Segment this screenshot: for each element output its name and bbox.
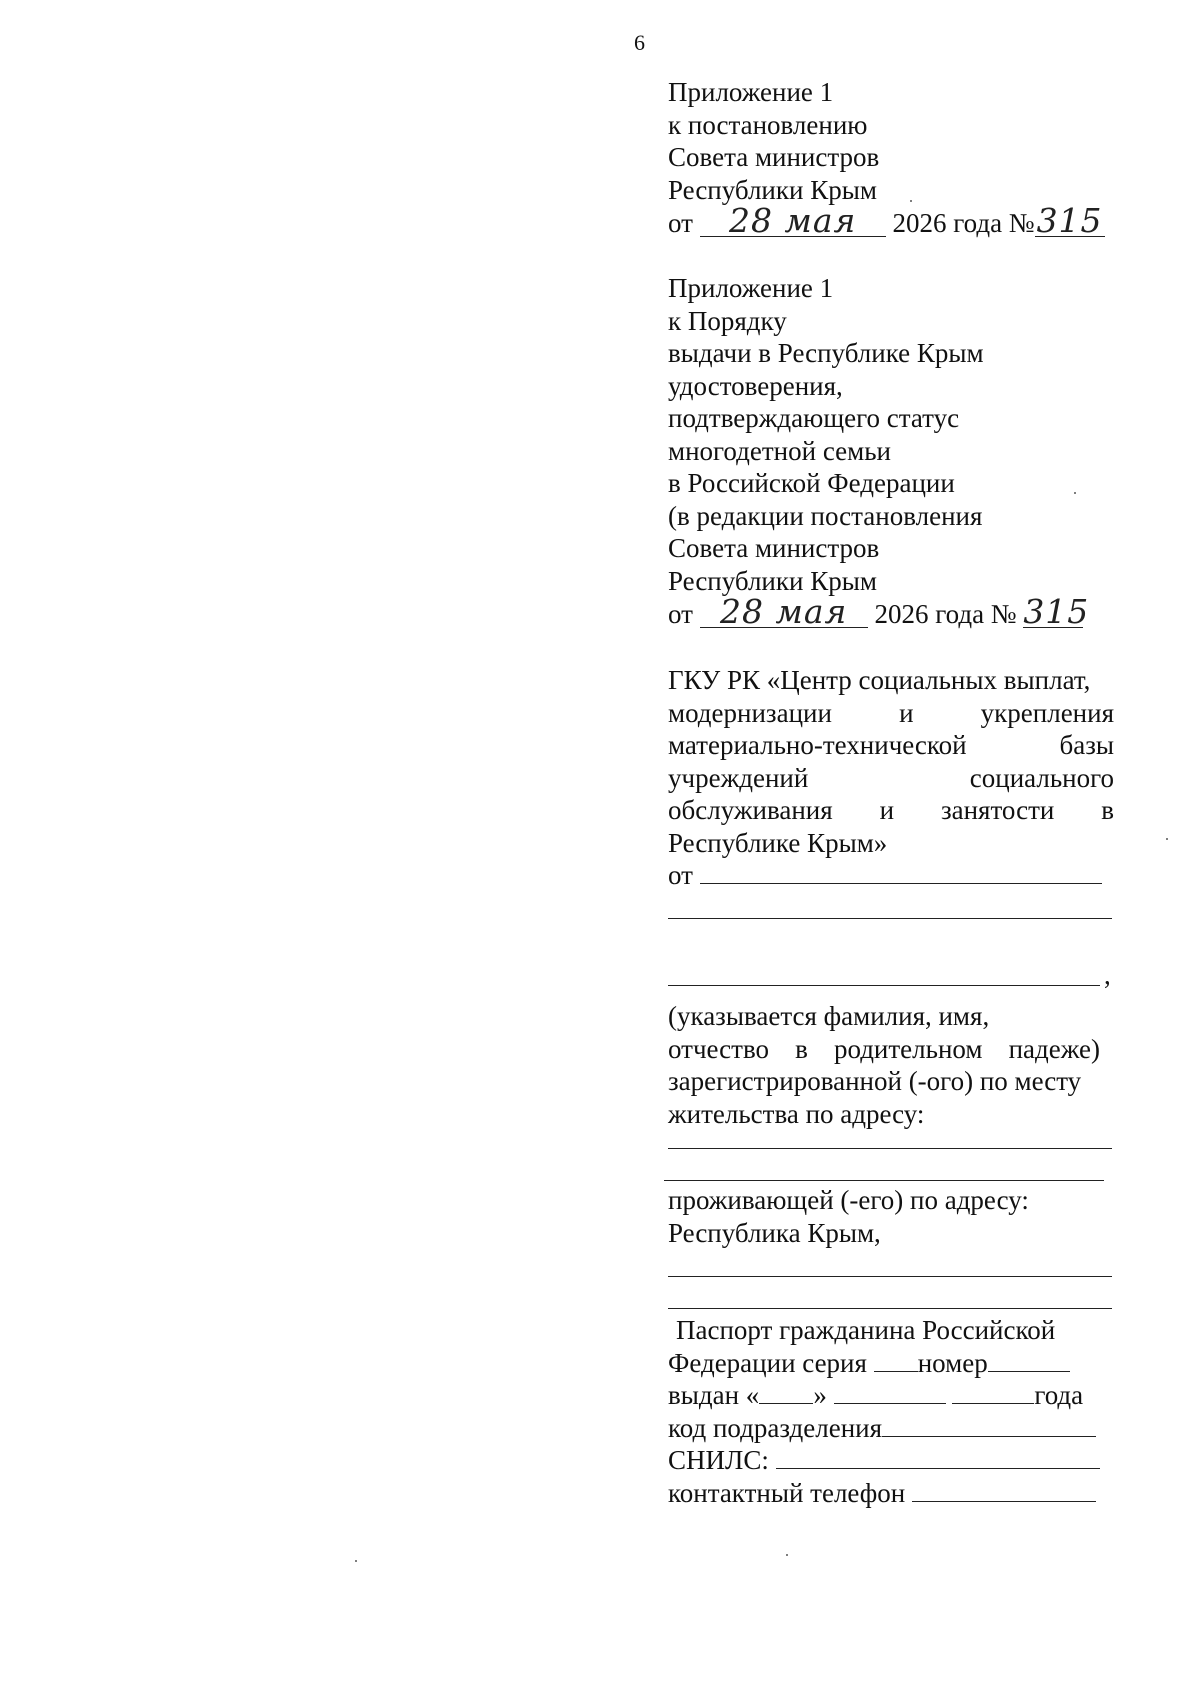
- registered-address-blank[interactable]: [668, 1148, 1112, 1149]
- issued-month-field[interactable]: [834, 1381, 946, 1404]
- division-line: [668, 1412, 1114, 1445]
- order-line: Республики Крым: [668, 565, 877, 596]
- addressee-line: обслуживания и занятости в: [668, 795, 1114, 825]
- scan-speck: [910, 200, 912, 202]
- scan-speck: [786, 1554, 788, 1556]
- passport-block: [668, 1314, 1114, 1509]
- snils-label: СНИЛС:: [668, 1445, 769, 1475]
- appendix-block: [668, 76, 1114, 240]
- comma: ,: [1104, 960, 1111, 990]
- number-label: номер: [917, 1347, 988, 1378]
- order-line: удостоверения,: [668, 370, 843, 401]
- scan-speck: [355, 1560, 357, 1562]
- number-field[interactable]: [988, 1349, 1070, 1372]
- order-line: к Порядку: [668, 305, 787, 336]
- phone-label: контактный телефон: [668, 1477, 906, 1508]
- issued-quote-close: »: [813, 1380, 827, 1410]
- appendix-date-line: [668, 201, 1114, 240]
- order-line: выдачи в Республике Крым: [668, 338, 984, 368]
- division-label: код подразделения: [668, 1412, 883, 1443]
- registered-address-blank[interactable]: [664, 1180, 1104, 1181]
- snils-field[interactable]: [776, 1446, 1100, 1469]
- issued-label: выдан «: [668, 1380, 760, 1410]
- order-line: в Российской Федерации: [668, 468, 955, 498]
- series-field[interactable]: [874, 1349, 918, 1372]
- applicant-blank-line[interactable]: [668, 918, 1112, 919]
- snils-line: [668, 1444, 1114, 1477]
- order-line: Совета министров: [668, 533, 880, 563]
- order-date-line: [668, 592, 1114, 631]
- residing-address-blank[interactable]: [668, 1308, 1112, 1309]
- residing-line: проживающей (-его) по адресу:: [668, 1185, 1029, 1215]
- fio-hint-line: отчество в родительном падеже): [668, 1033, 1100, 1064]
- scan-speck: [1166, 838, 1168, 840]
- registered-line: зарегистрированной (-ого) по месту: [668, 1066, 1082, 1096]
- phone-line: [668, 1477, 1114, 1510]
- residing-block: [668, 1184, 1114, 1249]
- order-line: многодетной семьи: [668, 435, 891, 466]
- appendix-line: Приложение 1: [668, 77, 834, 107]
- addressee-line: ГКУ РК «Центр социальных выплат,: [668, 665, 1091, 695]
- from-line: [668, 859, 1114, 892]
- addressee-line: Республике Крым»: [668, 827, 888, 858]
- registered-line: жительства по адресу:: [668, 1098, 925, 1129]
- passport-issued-line: [668, 1379, 1114, 1412]
- fio-hint-line: (указывается фамилия, имя,: [668, 1001, 990, 1031]
- addressee-line: учреждений социального: [668, 762, 1114, 793]
- appendix-line: Республики Крым: [668, 174, 877, 205]
- scan-speck: [1074, 492, 1076, 494]
- page-number: 6: [634, 30, 645, 55]
- addressee-line: материально-технической базы: [668, 730, 1114, 760]
- order-line: подтверждающего статус: [668, 403, 960, 433]
- date-prefix: от: [668, 599, 693, 629]
- issued-day-field[interactable]: [759, 1381, 813, 1404]
- applicant-info-block: [668, 1000, 1114, 1130]
- appendix-line: Совета министров: [668, 142, 880, 172]
- applicant-blank-line[interactable]: [668, 985, 1100, 986]
- year-label: года: [1034, 1380, 1084, 1410]
- appendix-line: к постановлению: [668, 109, 868, 140]
- from-blank-field[interactable]: [700, 861, 1102, 884]
- issued-year-field[interactable]: [952, 1381, 1034, 1404]
- phone-field[interactable]: [912, 1479, 1096, 1502]
- date-prefix: от: [668, 208, 693, 238]
- order-line: (в редакции постановления: [668, 500, 983, 531]
- passport-series-line: [668, 1347, 1114, 1380]
- addressee-block: [668, 664, 1114, 892]
- residing-line: Республика Крым,: [668, 1217, 881, 1248]
- from-label: от: [668, 860, 693, 890]
- order-line: Приложение 1: [668, 273, 834, 303]
- handwritten-number: 315: [1036, 201, 1103, 240]
- date-suffix: 2026 года №: [874, 599, 1017, 629]
- addressee-line: модернизации и укрепления: [668, 697, 1114, 728]
- handwritten-number: 315: [1023, 592, 1090, 631]
- date-suffix: 2026 года №: [892, 208, 1035, 238]
- residing-address-blank[interactable]: [668, 1276, 1112, 1277]
- handwritten-date: 28 мая: [700, 597, 868, 628]
- handwritten-date: 28 мая: [700, 206, 886, 237]
- series-label: Федерации серия: [668, 1347, 867, 1378]
- passport-title-line: Паспорт гражданина Российской: [676, 1315, 1056, 1345]
- division-field[interactable]: [882, 1414, 1096, 1437]
- order-appendix-block: [668, 272, 1114, 631]
